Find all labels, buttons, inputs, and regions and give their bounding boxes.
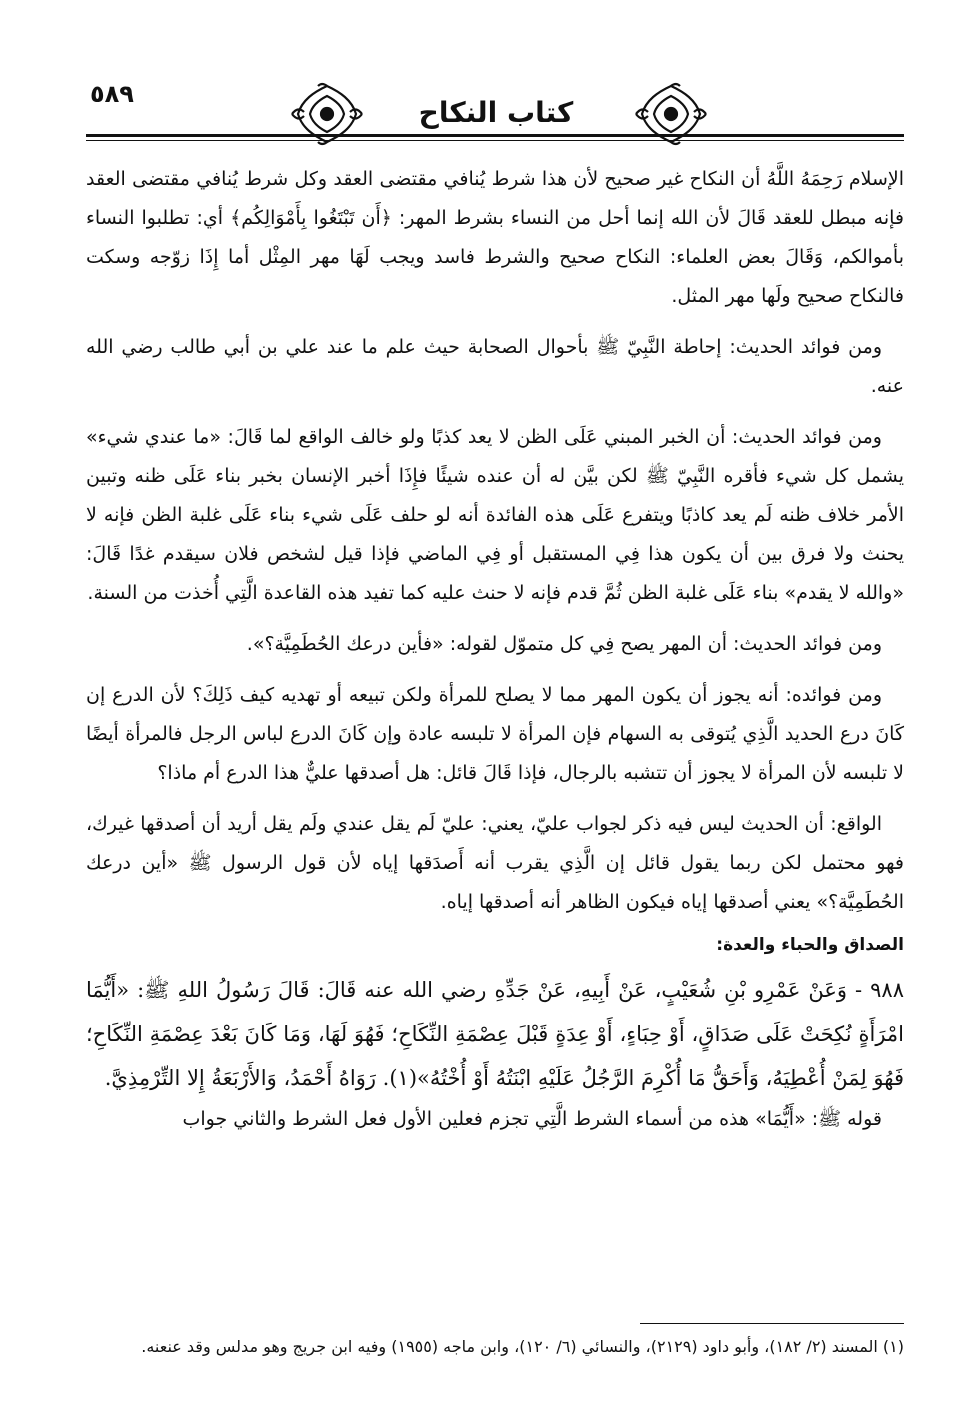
footnote: (١) المسند (٢/ ١٨٢)، وأبو داود (٢١٢٩)، والنسائي (٦/ ١٢٠)، وابن ماجه (١٩٥٥) وفيه ابن جريج وهو مدلس وقد عنعنه. (141, 1337, 904, 1356)
footnote-separator (640, 1323, 904, 1324)
paragraph: الواقع: أن الحديث ليس فيه ذكر لجواب عليّ، يعني: عليّ لَم يقل عندي ولَم يقل أريد أن أصدقها غيرك، فهو محتمل لكن ربما يقول قائل إن الَّذِي يقرب أنه أَصدَقها إياه لأن قول الرسول ﷺ «أين درعك الحُطَمِيَّة؟» يعني أصدقها إياه فيكون الظاهر أنه أصدقها إياه. (86, 813, 904, 913)
paragraph: ومن فوائده: أنه يجوز أن يكون المهر مما لا يصلح للمرأة ولكن تبيعه أو تهديه كيف ذَلِكَ؟ لأن الدرع إن كَانَ درع الحديد الَّذِي يُتوقى به السهام فإن المرأة لا تلبسه عادة وإن كَانَ الدرع لباس الرجل فالمرأة أيضًا لا تلبسه لأن المرأة لا يجوز أن تتشبه بالرجال، فإذا قَالَ قائل: هل أصدقها عليٌّ هذا الدرع أم ماذا؟ (86, 684, 904, 784)
chapter-title: كتاب النكاح (418, 96, 574, 129)
paragraph: ومن فوائد الحديث: أن المهر يصح فِي كل متموّل لقوله: «فأين درعك الحُطَمِيَّة؟». (246, 633, 882, 655)
footnotes (86, 1332, 904, 1362)
hadith-text: ٩٨٨ - وَعَنْ عَمْرِو بْنِ شُعَيْبٍ، عَنْ أَبِيهِ، عَنْ جَدِّهِ رضي الله عنه قَالَ: قَالَ رَسُولُ اللهِ ﷺ: «أَيُّمَا امْرَأَةٍ نُكِحَتْ عَلَى صَدَاقٍ، أَوْ حِبَاءٍ، أَوْ عِدَةٍ قَبْلَ عِصْمَةِ النِّكَاحِ؛ فَهُوَ لَهَا، وَمَا كَانَ بَعْدَ عِصْمَةِ النِّكَاحِ؛ فَهُوَ لِمَنْ أُعْطِيَهُ، وَأَحَقُّ مَا أُكْرِمَ الرَّجُلُ عَلَيْهِ ابْنَتُهُ أَوْ أُخْتُهُ»(١). رَوَاهُ أَحْمَدُ، وَالأَرْبَعَةُ إِلا التِّرْمِذِيَّ. (86, 978, 904, 1090)
header-rule-thin (86, 140, 904, 141)
header-rule-thick (86, 134, 904, 137)
paragraph: ومن فوائد الحديث: إحاطة النَّبِيّ ﷺ بأحوال الصحابة حيث علم ما عند علي بن أبي طالب رضي الله عنه. (86, 336, 904, 397)
page-number: ٥٨٩ (90, 80, 134, 108)
section-heading: الصداق والحباء والعدة: (716, 935, 904, 955)
closing-paragraph: قوله ﷺ: «أَيُّمَا» هذه من أسماء الشرط الَّتِي تجزم فعلين الأول فعل الشرط والثاني جواب (182, 1108, 882, 1130)
paragraph: الإسلام رَحِمَهُ اللَّهُ أن النكاح غير صحيح لأن هذا شرط يُنافي مقتضى العقد وكل شرط يُنافي مقتضى العقد فإنه مبطل للعقد قَالَ لأن الله إنما أحل من النساء بشرط المهر: ﴿أَن تَبْتَغُوا بِأَمْوَالِكُم﴾ أي: تطلبوا النساء بأموالكم، وَقَالَ بعض العلماء: النكاح صحيح والشرط فاسد ويجب لَهَا مهر المِثْل أما إِذَا زوّجه وسكت فالنكاح صحيح ولَها مهر المثل. (86, 168, 904, 307)
main-text (86, 160, 904, 1139)
page-header (86, 78, 904, 156)
paragraph: ومن فوائد الحديث: أن الخبر المبني عَلَى الظن لا يعد كذبًا ولو خالف الواقع لما قَالَ: «ما عندي شيء» يشمل كل شيء فأقره النَّبِيّ ﷺ لكن بيَّن له أن عنده شيئًا فإِذَا أخبر الإنسان بخبر بناء عَلَى ظنه وتبين الأمر خلاف ظنه لَم يعد كاذبًا ويتفرع عَلَى هذه الفائدة أنه لو حلف عَلَى شيء بناء عَلَى غلبة الظن فإنه لا يحنث ولا فرق بين أن يكون هذا فِي المستقبل أو فِي الماضي فإذا قيل لشخص فلان سيقدم غدًا قَالَ: «والله لا يقدم» بناء عَلَى غلبة الظن ثُمَّ قدم فإنه لا حنث عليه كما تفيد هذه القاعدة الَّتِي أُخذت من السنة. (86, 426, 904, 604)
